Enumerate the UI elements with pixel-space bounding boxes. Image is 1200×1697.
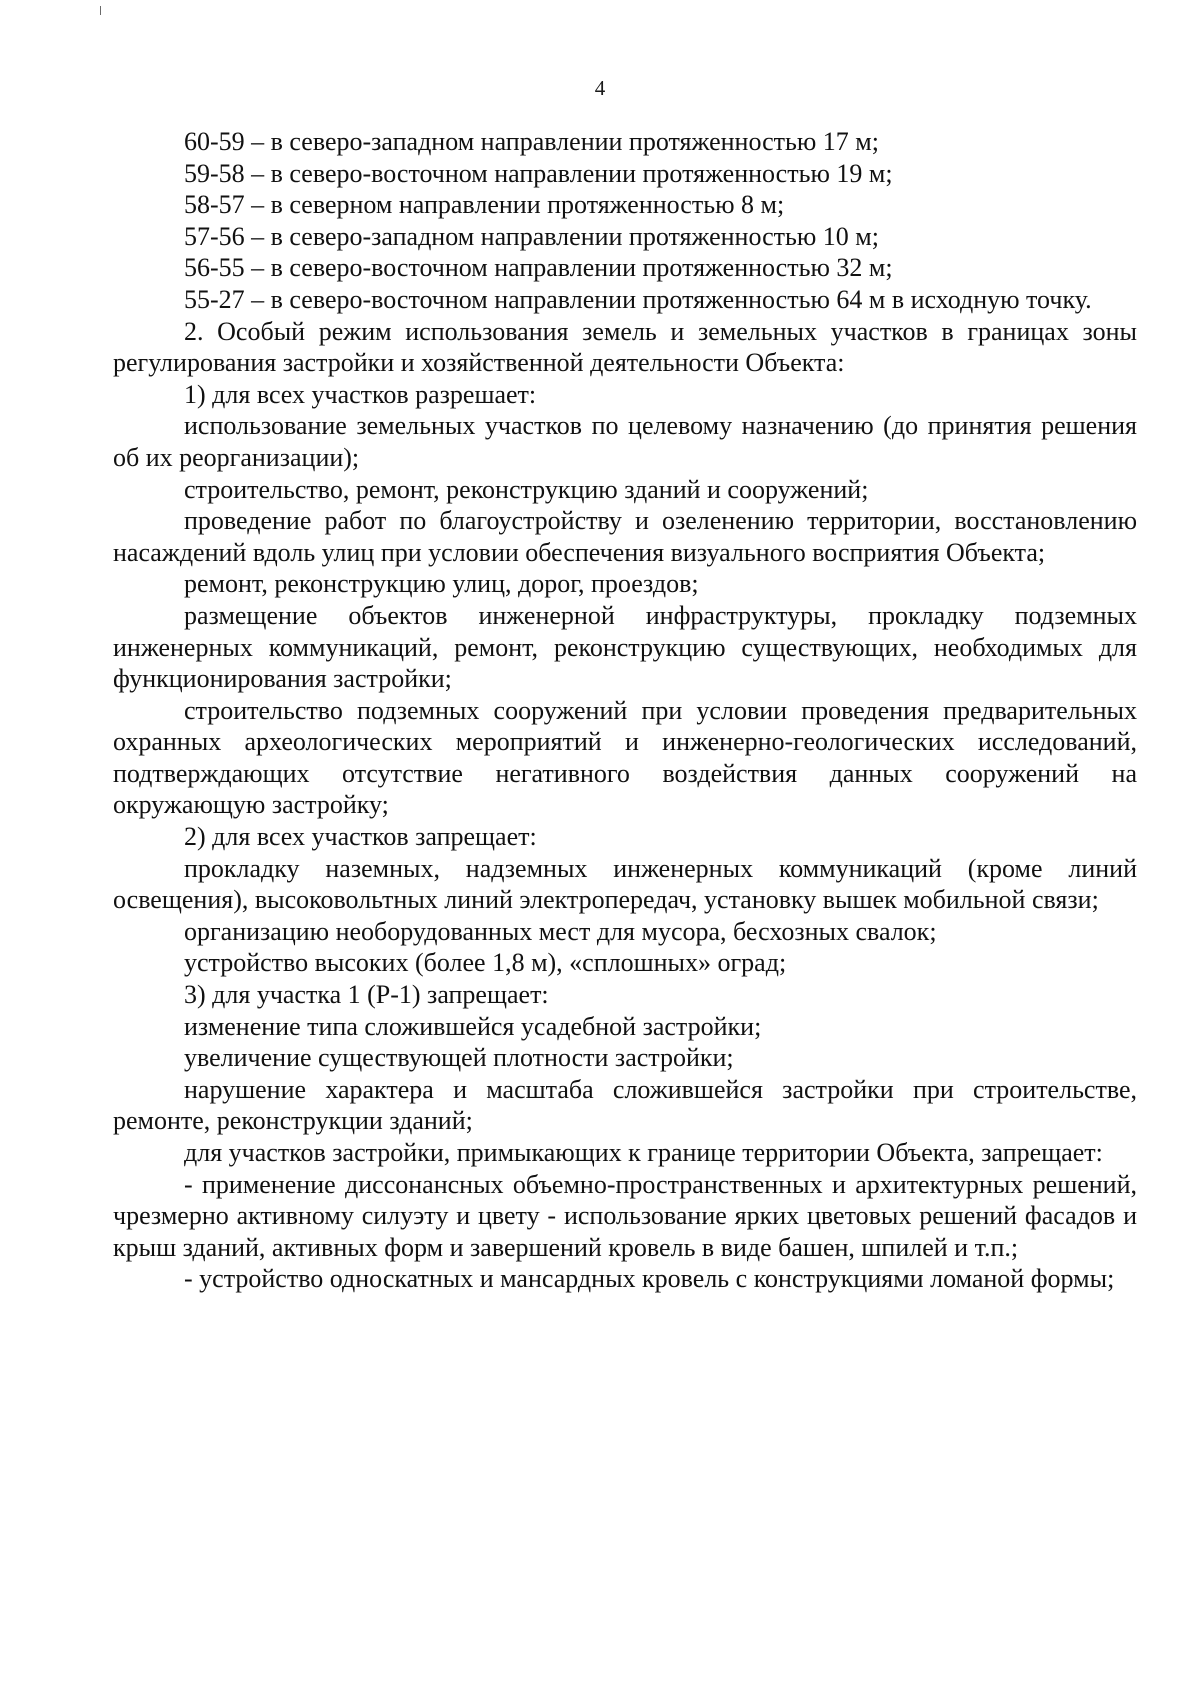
scan-mark — [100, 6, 101, 15]
paragraph-fences: устройство высоких (более 1,8 м), «сплошных» оград; — [184, 948, 787, 978]
paragraph-adjacent-plots: для участков застройки, примыкающих к границе территории Объекта, запрещает: — [184, 1138, 1103, 1167]
paragraph-building-type: изменение типа сложившейся усадебной застройки; — [184, 1011, 762, 1041]
paragraph-boundary-60-59: 60-59 – в северо-западном направлении протяженностью 17 м; — [184, 127, 879, 156]
paragraph-list-2-heading: 2) для всех участков запрещает: — [184, 822, 537, 852]
paragraph-list-1-heading: 1) для всех участков разрешает: — [184, 379, 537, 409]
paragraph-land-use: использование земельных участков по целевому назначению (до принятия решения об их реорганизации); — [113, 411, 1137, 472]
page-number: 4 — [594, 76, 606, 100]
paragraph-section-2-heading: 2. Особый режим использования земель и земельных участков в границах зоны регулирования застройки и хозяйственной деятельности Объекта: — [113, 316, 1137, 378]
paragraph-dissonant-solutions: - применение диссонансных объемно-пространственных и архитектурных решений, чрезмерно активному силуэту и цвету - использование ярких цветовых решений фасадов и крыш зданий, активных форм и завершений кровель в виде башен, шпилей и т.п.; — [113, 1169, 1137, 1262]
paragraph-boundary-56-55: 56-55 – в северо-восточном направлении протяженностью 32 м; — [184, 253, 893, 283]
paragraph-construction: строительство, ремонт, реконструкцию зданий и сооружений; — [184, 474, 869, 504]
paragraph-boundary-58-57: 58-57 – в северном направлении протяженностью 8 м; — [184, 190, 785, 220]
paragraph-landscaping: проведение работ по благоустройству и озеленению территории, восстановлению насаждений вдоль улиц при условии обеспечения визуального восприятия Объекта; — [113, 506, 1137, 567]
paragraph-boundary-55-27: 55-27 – в северо-восточном направлении протяженностью 64 м в исходную точку. — [184, 284, 1092, 314]
paragraph-roof-types: - устройство односкатных и мансардных кровель с конструкциями ломаной формы; — [184, 1264, 1115, 1294]
paragraph-overhead-utilities: прокладку наземных, надземных инженерных коммуникаций (кроме линий освещения), высоковольтных линий электропередач, установку вышек мобильной связи; — [113, 853, 1137, 915]
paragraph-density: увеличение существующей плотности застройки; — [184, 1043, 734, 1073]
paragraph-scale-violation: нарушение характера и масштаба сложившейся застройки при строительстве, ремонте, реконструкции зданий; — [113, 1074, 1137, 1136]
paragraph-infrastructure: размещение объектов инженерной инфраструктуры, прокладку подземных инженерных коммуникаций, ремонт, реконструкцию существующих, необходимых для функционирования застройки; — [113, 600, 1137, 694]
paragraph-road-repair: ремонт, реконструкцию улиц, дорог, проездов; — [184, 569, 699, 599]
paragraph-underground-construction: строительство подземных сооружений при условии проведения предварительных охранных археологических мероприятий и инженерно-геологических исследований, подтверждающих отсутствие негативного воздействия данных сооружений на окружающую застройку; — [113, 695, 1137, 820]
document-body — [113, 126, 1137, 1295]
paragraph-boundary-59-58: 59-58 – в северо-восточном направлении протяженностью 19 м; — [184, 158, 893, 188]
paragraph-list-3-heading: 3) для участка 1 (Р-1) запрещает: — [184, 980, 549, 1010]
paragraph-boundary-57-56: 57-56 – в северо-западном направлении протяженностью 10 м; — [184, 221, 879, 251]
paragraph-waste-sites: организацию необорудованных мест для мусора, бесхозных свалок; — [184, 916, 937, 946]
